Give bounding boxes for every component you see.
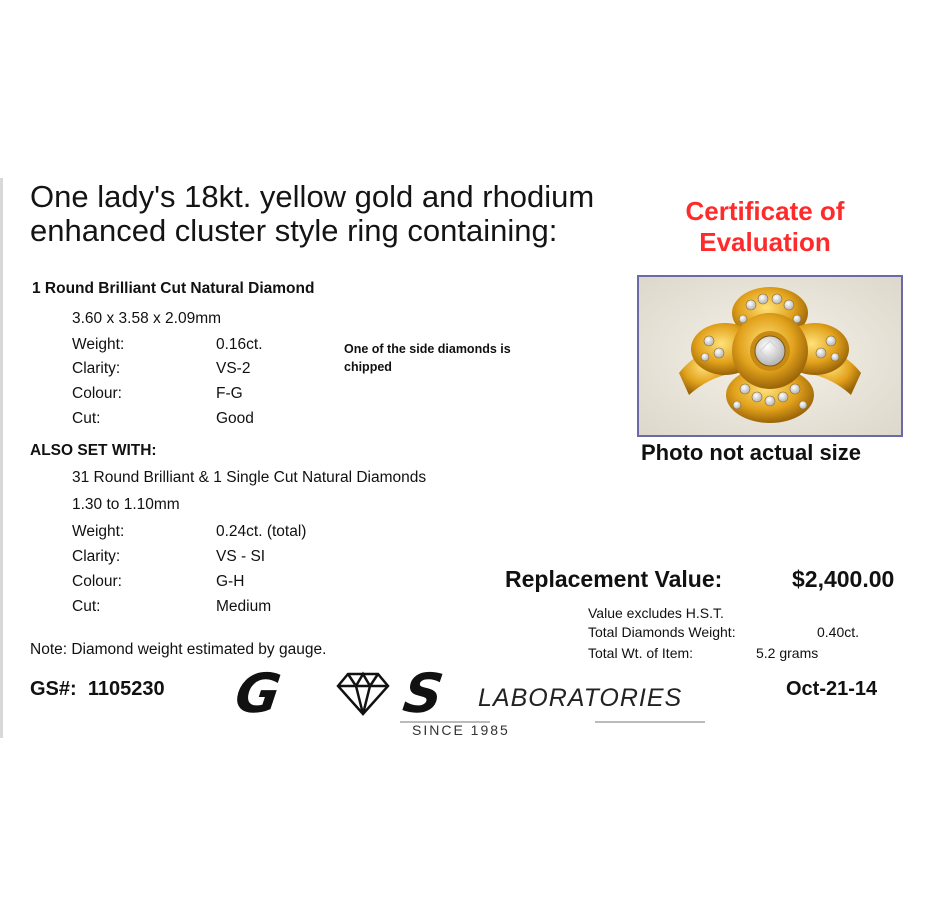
certificate-title <box>640 196 890 258</box>
replacement-value-label: Replacement Value: <box>505 566 723 592</box>
description-line-1: One lady's 18kt. yellow gold and rhodium <box>30 179 595 214</box>
gauge-note: Note: Diamond weight estimated by gauge. <box>30 641 327 658</box>
side-colour-value: G-H <box>216 573 245 590</box>
side-weight-label: Weight: <box>72 523 125 540</box>
ring-photo <box>637 275 903 437</box>
main-weight-label: Weight: <box>72 336 125 353</box>
photo-caption: Photo not actual size <box>641 440 862 465</box>
main-weight-value: 0.16ct. <box>216 336 263 353</box>
total-diamonds-value: 0.40ct. <box>817 624 860 640</box>
main-cut-value: Good <box>216 410 254 427</box>
side-cut-value: Medium <box>216 598 272 615</box>
main-stone-heading: 1 Round Brilliant Cut Natural Diamond <box>32 280 315 297</box>
total-weight-label: Total Wt. of Item: <box>588 645 694 661</box>
gs-label: GS#: <box>30 678 77 700</box>
laboratories-text: LABORATORIES <box>478 684 683 712</box>
certificate-date: Oct-21-14 <box>786 678 878 700</box>
main-clarity-value: VS-2 <box>216 360 251 377</box>
side-colour-label: Colour: <box>72 573 122 590</box>
certificate-title-line-2: Evaluation <box>699 227 831 257</box>
side-clarity-value: VS - SI <box>216 548 266 565</box>
gs-number <box>30 678 165 701</box>
logo-letter-s: S <box>399 662 448 725</box>
main-stone-dimensions: 3.60 x 3.58 x 2.09mm <box>72 310 222 327</box>
side-stones-description: 31 Round Brilliant & 1 Single Cut Natural Diamonds <box>72 469 427 486</box>
side-clarity-label: Clarity: <box>72 548 121 565</box>
chipped-note-line-1: One of the side diamonds is <box>344 342 511 356</box>
description-line-2: enhanced cluster style ring containing: <box>30 213 558 248</box>
total-diamonds-label: Total Diamonds Weight: <box>588 624 736 640</box>
since-text: SINCE 1985 <box>412 722 510 738</box>
gs-value: 1105230 <box>87 678 165 700</box>
chipped-note <box>344 340 511 376</box>
scan-edge <box>0 178 3 738</box>
main-colour-value: F-G <box>216 385 243 402</box>
value-excludes-note: Value excludes H.S.T. <box>588 605 724 621</box>
logo-letter-g: G <box>231 662 285 725</box>
replacement-value-amount: $2,400.00 <box>792 566 895 592</box>
chipped-note-line-2: chipped <box>344 360 392 374</box>
total-weight-value: 5.2 grams <box>756 645 819 661</box>
side-stones-heading: ALSO SET WITH: <box>30 442 157 459</box>
side-stones-dimensions: 1.30 to 1.10mm <box>72 496 180 513</box>
ring-image-icon <box>639 277 901 435</box>
side-weight-value: 0.24ct. (total) <box>216 523 307 540</box>
main-cut-label: Cut: <box>72 410 101 427</box>
item-description <box>30 180 594 248</box>
main-clarity-label: Clarity: <box>72 360 121 377</box>
side-cut-label: Cut: <box>72 598 101 615</box>
main-colour-label: Colour: <box>72 385 122 402</box>
certificate-title-line-1: Certificate of <box>685 196 845 226</box>
